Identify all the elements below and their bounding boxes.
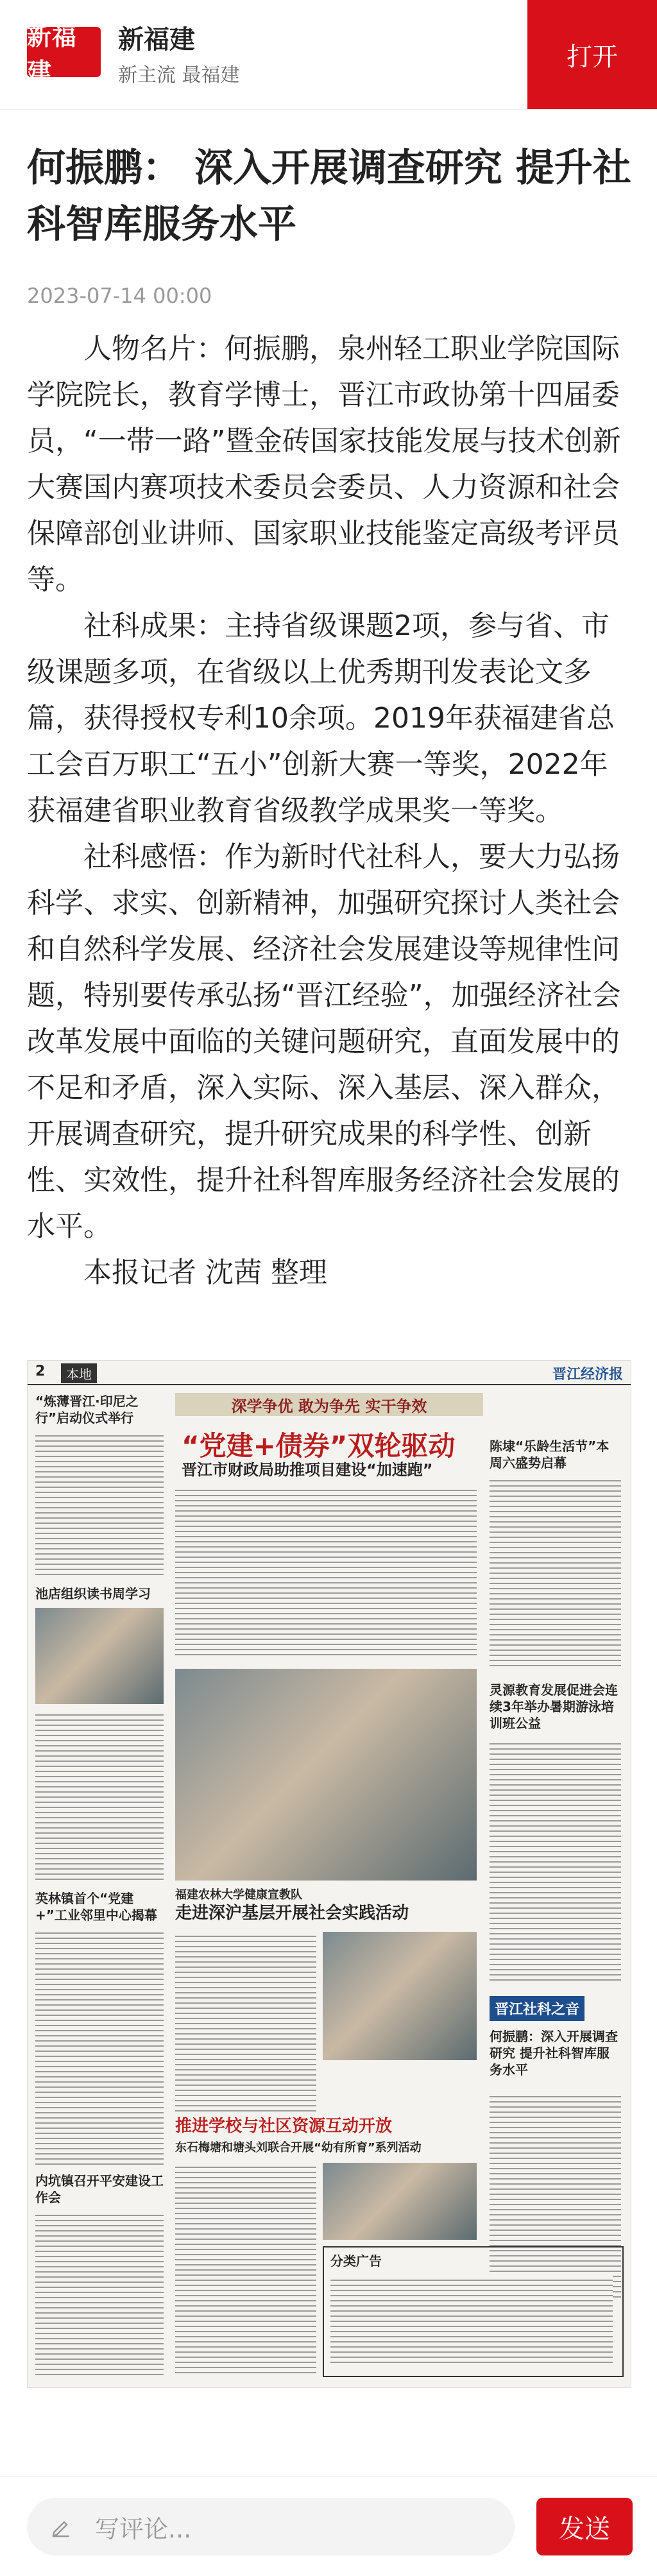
classified-label: 分类广告 <box>330 2253 382 2269</box>
article-date: 2023-07-14 00:00 <box>27 284 212 308</box>
text-block <box>35 2211 164 2378</box>
article-signature: 本报记者 沈茜 整理 <box>83 1256 327 1289</box>
newspaper-header <box>28 1361 631 1385</box>
text-block <box>175 1932 316 2111</box>
mid-story-headline: 走进深沪基层开展社会实践活动 <box>175 1904 409 1923</box>
text-block <box>490 1739 621 1983</box>
article-paragraph: 社科成果：主持省级课题2项，参与省、市级课题多项，在省级以上优秀期刊发表论文多篇，获得授权专利10余项。2019年获福建省总工会百万职工“五小”创新大赛一等奖，2022年获福建省职业教育省级教学成果奖一等奖。 <box>27 610 615 827</box>
article-title: 何振鹏： 深入开展调查研究 提升社科智库服务水平 <box>27 146 631 247</box>
classified-ad-box <box>323 2246 624 2377</box>
left-story-headline: “炼薄晋江·印尼之行”启动仪式举行 <box>35 1394 139 1426</box>
text-block <box>35 1431 164 1579</box>
app-header <box>0 0 657 110</box>
news-photo <box>35 1608 164 1704</box>
text-block <box>35 1710 164 1884</box>
right-story-headline: 陈埭“乐龄生活节”本周六盛势启幕 <box>490 1438 610 1471</box>
app-logo[interactable] <box>27 22 101 86</box>
column-story-headline: 何振鹏：深入开展调查研究 提升社科智库服务水平 <box>490 2029 618 2077</box>
comment-input[interactable] <box>27 2498 515 2555</box>
pen-icon <box>49 2514 73 2539</box>
comment-bar <box>0 2477 657 2576</box>
send-button[interactable]: 发送 <box>536 2498 633 2555</box>
text-block <box>175 1486 477 1659</box>
left-story-headline: 内坑镇召开平安建设工作会 <box>35 2173 164 2205</box>
app-name: 新福建 <box>118 25 195 55</box>
news-photo <box>323 1932 477 2060</box>
text-block <box>175 2163 316 2375</box>
news-photo <box>323 2163 477 2240</box>
newspaper-headline: “党建+债券”双轮驱动 <box>182 1430 456 1462</box>
mid-story-kicker: 福建农林大学健康宣教队 <box>175 1888 302 1902</box>
section-label: 本地 <box>61 1363 97 1383</box>
newspaper-banner: 深学争优 敢为争先 实干争效 <box>175 1393 483 1416</box>
left-story-headline: 英林镇首个“党建+”工业邻里中心揭幕 <box>35 1891 157 1923</box>
text-block <box>490 1476 621 1669</box>
article-body <box>27 326 630 1296</box>
app-slogan: 新主流 最福建 <box>118 64 240 87</box>
article-paragraph: 社科感悟：作为新时代社科人，要大力弘扬科学、求实、创新精神，加强研究探讨人类社会和自然科学发展、经济社会发展建设等规律性问题，特别要传承弘扬“晋江经验”，加强经济社会改革发展中面临的关键问题研究，直面发展中的不足和矛盾，深入实际、深入基层、深入群众，开展调查研究，提升研究成果的科学性、创新性、实效性，提升社科智库服务经济社会发展的水平。 <box>27 840 621 1243</box>
left-story-headline: 池店组织读书周学习 <box>35 1586 151 1601</box>
article-paragraph: 人物名片：何振鹏，泉州轻工职业学院国际学院院长，教育学博士，晋江市政协第十四届委员，“一带一路”暨金砖国家技能发展与技术创新大赛国内赛项技术委员会委员、人力资源和社会保障部创业讲师、国家职业技能鉴定高级考评员等。 <box>27 332 621 596</box>
column-tag: 晋江社科之音 <box>490 1996 584 2021</box>
logo-text: 新福建 <box>27 22 78 86</box>
mid-story-headline: 推进学校与社区资源互动开放 <box>175 2117 393 2136</box>
page-number: 2 <box>35 1363 46 1379</box>
text-block <box>330 2276 613 2366</box>
newspaper-subhead: 晋江市财政局助推项目建设“加速跑” <box>182 1461 433 1479</box>
newspaper-masthead: 晋江经济报 <box>552 1367 623 1383</box>
right-story-headline: 灵源教育发展促进会连续3年举办暑期游泳培训班公益 <box>490 1682 618 1731</box>
open-app-button[interactable]: 打开 <box>527 0 657 109</box>
text-block <box>35 1929 164 2166</box>
comment-placeholder: 写评论... <box>95 2514 192 2543</box>
newspaper-page-image[interactable] <box>27 1360 631 2388</box>
news-photo-main <box>175 1669 477 1881</box>
mid-story-subhead: 东石梅塘和塘头刘联合开展“幼有所育”系列活动 <box>175 2141 422 2154</box>
